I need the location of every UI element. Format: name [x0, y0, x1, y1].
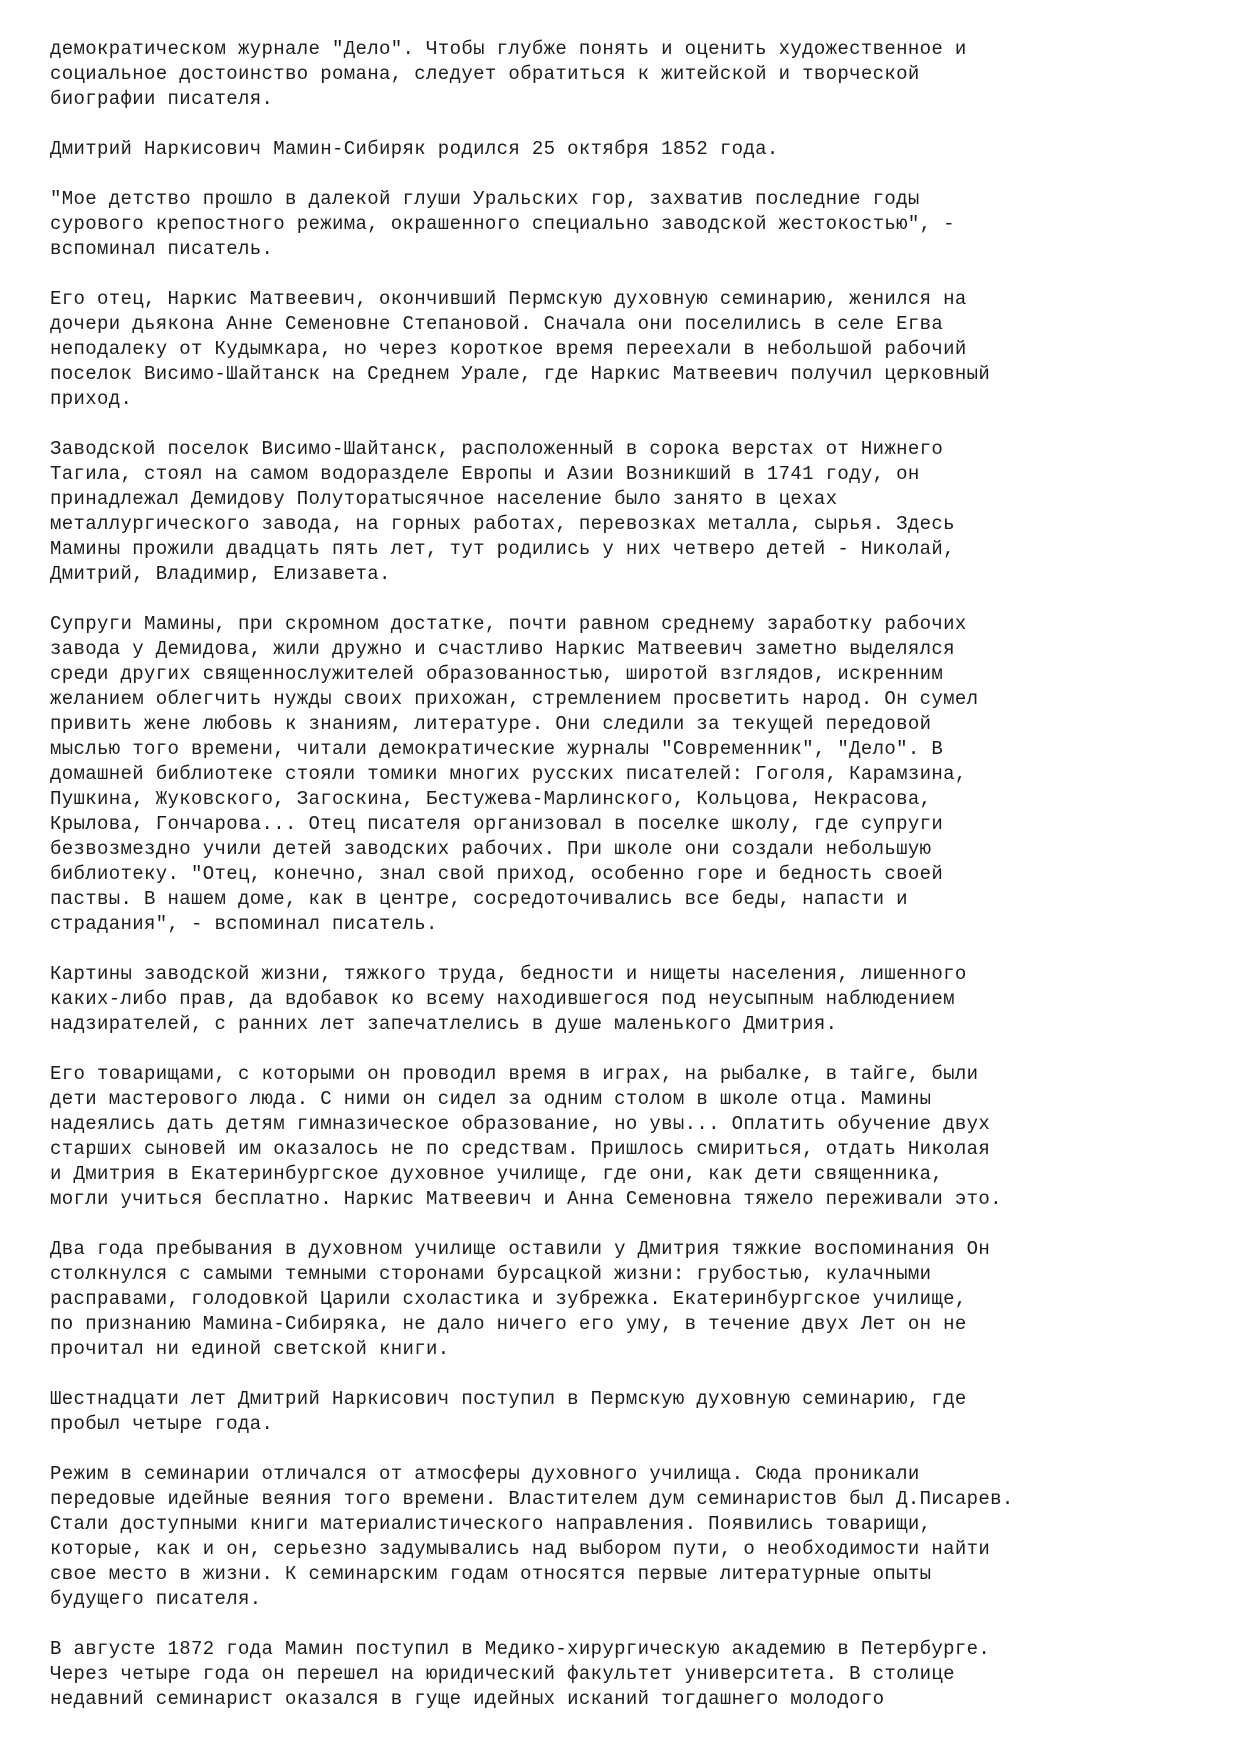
text-line: среди других священнослужителей образованностью, широтой взглядов, искренним	[50, 663, 944, 685]
paragraph	[50, 1637, 1210, 1712]
paragraph	[50, 137, 1210, 162]
text-line: В августе 1872 года Мамин поступил в Медико-хирургическую академию в Петербурге.	[50, 1638, 991, 1660]
text-line: демократическом журнале "Дело". Чтобы глубже понять и оценить художественное и	[50, 38, 967, 60]
text-line: Стали доступными книги материалистического направления. Появились товарищи,	[50, 1513, 932, 1535]
text-line: биографии писателя.	[50, 88, 274, 110]
text-line: Мамины прожили двадцать пять лет, тут родились у них четверо детей - Николай,	[50, 538, 955, 560]
text-line: Пушкина, Жуковского, Загоскина, Бестужева-Марлинского, Кольцова, Некрасова,	[50, 788, 932, 810]
text-line: дочери дьякона Анне Семеновне Степановой. Сначала они поселились в селе Егва	[50, 313, 944, 335]
text-line: принадлежал Демидову Полуторатысячное население было занято в цехах	[50, 488, 838, 510]
text-line: вспоминал писатель.	[50, 238, 274, 260]
text-line: Режим в семинарии отличался от атмосферы духовного училища. Сюда проникали	[50, 1463, 920, 1485]
text-line: Супруги Мамины, при скромном достатке, почти равном среднему заработку рабочих	[50, 613, 967, 635]
paragraph	[50, 1387, 1210, 1437]
paragraph	[50, 37, 1210, 112]
text-line: будущего писателя.	[50, 1588, 262, 1610]
paragraph	[50, 962, 1210, 1037]
text-line: страдания", - вспоминал писатель.	[50, 913, 438, 935]
text-line: столкнулся с самыми темными сторонами бурсацкой жизни: грубостью, кулачными	[50, 1263, 932, 1285]
text-line: Через четыре года он перешел на юридический факультет университета. В столице	[50, 1663, 955, 1685]
text-line: Крылова, Гончарова... Отец писателя организовал в поселке школу, где супруги	[50, 813, 944, 835]
paragraph	[50, 1462, 1210, 1612]
text-line: свое место в жизни. К семинарским годам относятся первые литературные опыты	[50, 1563, 932, 1585]
text-line: Заводской поселок Висимо-Шайтанск, расположенный в сорока верстах от Нижнего	[50, 438, 944, 460]
paragraph	[50, 187, 1210, 262]
text-line: надзирателей, с ранних лет запечатлелись в душе маленького Дмитрия.	[50, 1013, 838, 1035]
text-line: Шестнадцати лет Дмитрий Наркисович поступил в Пермскую духовную семинарию, где	[50, 1388, 967, 1410]
text-line: расправами, голодовкой Царили схоластика и зубрежка. Екатеринбургское училище,	[50, 1288, 967, 1310]
text-line: приход.	[50, 388, 133, 410]
text-line: Тагила, стоял на самом водоразделе Европы и Азии Возникший в 1741 году, он	[50, 463, 920, 485]
text-line: мыслью того времени, читали демократические журналы "Современник", "Дело". В	[50, 738, 944, 760]
text-line: неподалеку от Кудымкара, но через короткое время переехали в небольшой рабочий	[50, 338, 967, 360]
text-line: домашней библиотеке стояли томики многих русских писателей: Гоголя, Карамзина,	[50, 763, 967, 785]
text-line: могли учиться бесплатно. Наркис Матвеевич и Анна Семеновна тяжело переживали это.	[50, 1188, 1002, 1210]
paragraph	[50, 437, 1210, 587]
text-line: передовые идейные веяния того времени. Властителем дум семинаристов был Д.Писарев.	[50, 1488, 1014, 1510]
document-page	[50, 37, 1210, 1737]
text-line: социальное достоинство романа, следует обратиться к житейской и творческой	[50, 63, 920, 85]
text-line: завода у Демидова, жили дружно и счастливо Наркис Матвеевич заметно выделялся	[50, 638, 955, 660]
text-line: по признанию Мамина-Сибиряка, не дало ничего его уму, в течение двух Лет он не	[50, 1313, 967, 1335]
text-line: Его отец, Наркис Матвеевич, окончивший Пермскую духовную семинарию, женился на	[50, 288, 967, 310]
text-line: Дмитрий, Владимир, Елизавета.	[50, 563, 391, 585]
text-line: которые, как и он, серьезно задумывались над выбором пути, о необходимости найти	[50, 1538, 991, 1560]
text-line: прочитал ни единой светской книги.	[50, 1338, 450, 1360]
text-line: безвозмездно учили детей заводских рабочих. При школе они создали небольшую	[50, 838, 932, 860]
text-line: желанием облегчить нужды своих прихожан, стремлением просветить народ. Он сумел	[50, 688, 979, 710]
text-line: пробыл четыре года.	[50, 1413, 274, 1435]
text-line: надеялись дать детям гимназическое образование, но увы... Оплатить обучение двух	[50, 1113, 991, 1135]
text-line: и Дмитрия в Екатеринбургское духовное училище, где они, как дети священника,	[50, 1163, 944, 1185]
text-line: недавний семинарист оказался в гуще идейных исканий тогдашнего молодого	[50, 1688, 885, 1710]
paragraph	[50, 1237, 1210, 1362]
text-line: Его товарищами, с которыми он проводил время в играх, на рыбалке, в тайге, были	[50, 1063, 979, 1085]
text-line: сурового крепостного режима, окрашенного специально заводской жестокостью", -	[50, 213, 955, 235]
text-line: дети мастерового люда. С ними он сидел за одним столом в школе отца. Мамины	[50, 1088, 932, 1110]
paragraph	[50, 287, 1210, 412]
text-line: Два года пребывания в духовном училище оставили у Дмитрия тяжкие воспоминания Он	[50, 1238, 991, 1260]
text-line: старших сыновей им оказалось не по средствам. Пришлось смириться, отдать Николая	[50, 1138, 991, 1160]
text-line: поселок Висимо-Шайтанск на Среднем Урале, где Наркис Матвеевич получил церковный	[50, 363, 991, 385]
paragraph	[50, 1062, 1210, 1212]
text-line: Картины заводской жизни, тяжкого труда, бедности и нищеты населения, лишенного	[50, 963, 967, 985]
text-line: каких-либо прав, да вдобавок ко всему находившегося под неусыпным наблюдением	[50, 988, 955, 1010]
text-line: привить жене любовь к знаниям, литературе. Они следили за текущей передовой	[50, 713, 932, 735]
paragraph	[50, 612, 1210, 937]
text-line: библиотеку. "Отец, конечно, знал свой приход, особенно горе и бедность своей	[50, 863, 944, 885]
text-line: "Мое детство прошло в далекой глуши Уральских гор, захватив последние годы	[50, 188, 920, 210]
text-line: паствы. В нашем доме, как в центре, сосредоточивались все беды, напасти и	[50, 888, 908, 910]
text-line: Дмитрий Наркисович Мамин-Сибиряк родился 25 октября 1852 года.	[50, 138, 779, 160]
text-line: металлургического завода, на горных работах, перевозках металла, сырья. Здесь	[50, 513, 955, 535]
